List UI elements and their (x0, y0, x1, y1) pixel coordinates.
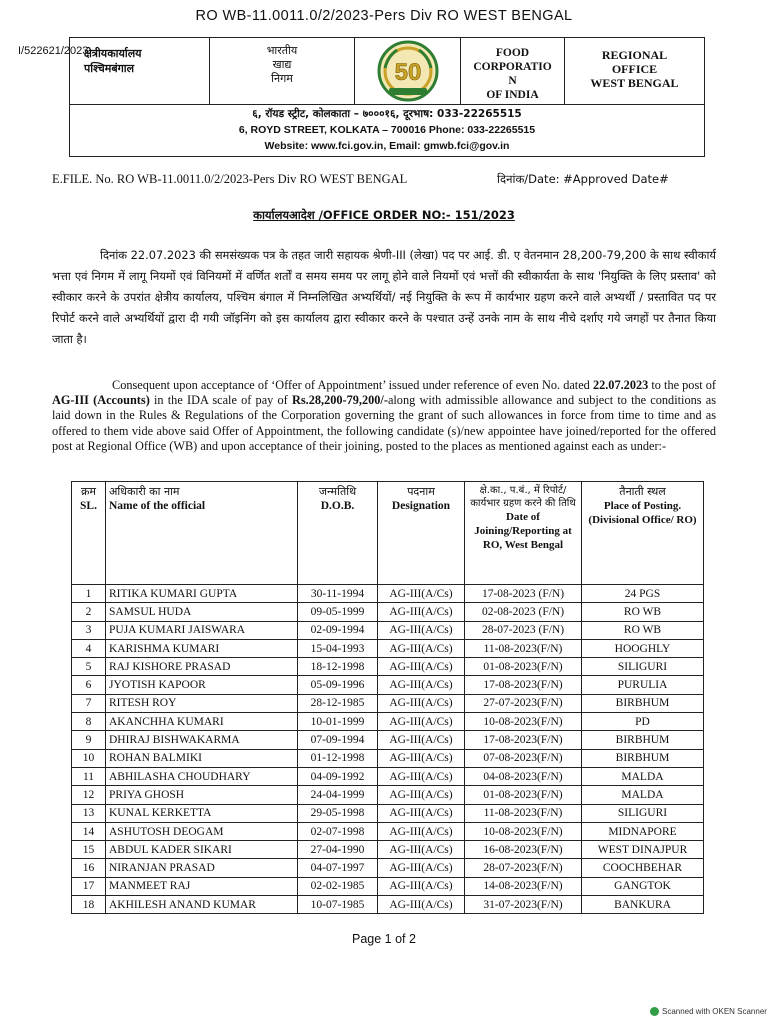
english-name-line1: FOOD (495, 47, 530, 59)
cell-dob: 09-05-1999 (298, 603, 378, 621)
table-row (72, 877, 704, 895)
cell-posting: WEST DINAJPUR (582, 841, 704, 859)
side-reference: I/522621/2023 (18, 45, 89, 57)
header-dob-english: D.O.B. (320, 500, 355, 512)
logo-number: 50 (394, 59, 422, 86)
header-posting-hindi: तैनाती स्थल (619, 485, 666, 498)
header-name-hindi: अधिकारी का नाम (109, 485, 180, 498)
cell-dob: 10-01-1999 (298, 713, 378, 731)
cell-joining-date: 01-08-2023(F/N) (465, 786, 582, 804)
table-header-row (72, 482, 704, 585)
header-sl-hindi: क्रम (80, 485, 97, 498)
english-paragraph (52, 378, 716, 454)
cell-posting: SILIGURI (582, 658, 704, 676)
header-dob (298, 482, 378, 585)
english-name-line3: N (508, 75, 517, 87)
cell-posting: 24 PGS (582, 585, 704, 603)
cell-posting: SILIGURI (582, 804, 704, 822)
table-row (72, 713, 704, 731)
cell-joining-date: 07-08-2023(F/N) (465, 749, 582, 767)
cell-designation: AG-III(A/Cs) (378, 877, 465, 895)
appointee-table (71, 481, 704, 914)
cell-posting: BIRBHUM (582, 694, 704, 712)
cell-joining-date: 14-08-2023(F/N) (465, 877, 582, 895)
cell-name: ROHAN BALMIKI (106, 749, 298, 767)
cell-posting: RO WB (582, 603, 704, 621)
hindi-corporation-name (210, 38, 355, 104)
hindi-office-line1: क्षेत्रीयकार्यालय (84, 47, 142, 60)
cell-designation: AG-III(A/Cs) (378, 841, 465, 859)
cell-sl: 3 (72, 621, 106, 639)
scanner-watermark (650, 1007, 767, 1016)
cell-joining-date: 04-08-2023(F/N) (465, 767, 582, 785)
fci-50-years-logo-icon (355, 38, 461, 104)
cell-sl: 6 (72, 676, 106, 694)
cell-name: MANMEET RAJ (106, 877, 298, 895)
cell-joining-date: 01-08-2023(F/N) (465, 658, 582, 676)
cell-dob: 30-11-1994 (298, 585, 378, 603)
cell-dob: 04-09-1992 (298, 767, 378, 785)
para-text-2: to the post of (648, 378, 716, 392)
cell-designation: AG-III(A/Cs) (378, 804, 465, 822)
english-name-line4: OF INDIA (486, 89, 539, 101)
cell-name: ABHILASHA CHOUDHARY (106, 767, 298, 785)
table-row (72, 676, 704, 694)
english-office-line3: WEST BENGAL (590, 76, 679, 90)
header-designation-hindi: पदनाम (407, 485, 435, 498)
date-line: दिनांक/Date: #Approved Date# (497, 172, 669, 186)
scanner-text: Scanned with OKEN Scanner (662, 1007, 767, 1016)
letterhead-top-row (70, 38, 704, 105)
cell-dob: 02-09-1994 (298, 621, 378, 639)
english-corporation-name (461, 38, 565, 104)
fci-logo (355, 38, 461, 104)
cell-dob: 07-09-1994 (298, 731, 378, 749)
page-number: Page 1 of 2 (352, 932, 416, 946)
cell-joining-date: 28-07-2023 (F/N) (465, 621, 582, 639)
cell-designation: AG-III(A/Cs) (378, 585, 465, 603)
header-posting (582, 482, 704, 585)
cell-name: AKANCHHA KUMARI (106, 713, 298, 731)
cell-sl: 15 (72, 841, 106, 859)
table-row (72, 603, 704, 621)
cell-dob: 15-04-1993 (298, 639, 378, 657)
cell-posting: BIRBHUM (582, 731, 704, 749)
table-row (72, 731, 704, 749)
cell-sl: 17 (72, 877, 106, 895)
table-row (72, 749, 704, 767)
cell-joining-date: 17-08-2023(F/N) (465, 676, 582, 694)
cell-name: JYOTISH KAPOOR (106, 676, 298, 694)
para-scale: Rs.28,200-79,200/- (291, 393, 388, 408)
cell-posting: MALDA (582, 786, 704, 804)
header-designation (378, 482, 465, 585)
cell-name: ABDUL KADER SIKARI (106, 841, 298, 859)
file-number: E.FILE. No. RO WB-11.0011.0/2/2023-Pers Div RO WEST BENGAL (52, 172, 408, 186)
table-row (72, 896, 704, 914)
cell-name: ASHUTOSH DEOGAM (106, 822, 298, 840)
table-row (72, 694, 704, 712)
cell-designation: AG-III(A/Cs) (378, 639, 465, 657)
cell-sl: 13 (72, 804, 106, 822)
order-title: कार्यालयआदेश /OFFICE ORDER NO:- 151/2023 (253, 208, 515, 222)
cell-joining-date: 02-08-2023 (F/N) (465, 603, 582, 621)
cell-dob: 02-02-1985 (298, 877, 378, 895)
cell-sl: 2 (72, 603, 106, 621)
cell-posting: GANGTOK (582, 877, 704, 895)
hindi-name-line3: निगम (271, 72, 293, 85)
table-body (72, 585, 704, 914)
address-hindi: ६, रॉयड स्ट्रीट, कोलकाता – ७०००१६, दूरभाष: 033-22265515 (252, 108, 522, 120)
header-posting-english: Place of Posting. (Divisional Office/ RO) (588, 500, 697, 526)
table-row (72, 639, 704, 657)
cell-name: NIRANJAN PRASAD (106, 859, 298, 877)
website-email: Website: www.fci.gov.in, Email: gmwb.fci@gov.in (264, 140, 510, 152)
header-joining-date (465, 482, 582, 585)
cell-name: PUJA KUMARI JAISWARA (106, 621, 298, 639)
cell-name: RITIKA KUMARI GUPTA (106, 585, 298, 603)
cell-designation: AG-III(A/Cs) (378, 767, 465, 785)
cell-name: PRIYA GHOSH (106, 786, 298, 804)
cell-designation: AG-III(A/Cs) (378, 859, 465, 877)
hindi-name-line1: भारतीय (266, 44, 298, 57)
cell-joining-date: 27-07-2023(F/N) (465, 694, 582, 712)
cell-posting: MALDA (582, 767, 704, 785)
cell-designation: AG-III(A/Cs) (378, 621, 465, 639)
cell-sl: 4 (72, 639, 106, 657)
table-row (72, 859, 704, 877)
cell-joining-date: 31-07-2023(F/N) (465, 896, 582, 914)
cell-posting: BANKURA (582, 896, 704, 914)
hindi-name-line2: खाद्य (272, 58, 292, 71)
cell-posting: RO WB (582, 621, 704, 639)
cell-sl: 10 (72, 749, 106, 767)
cell-designation: AG-III(A/Cs) (378, 694, 465, 712)
cell-designation: AG-III(A/Cs) (378, 786, 465, 804)
english-name-line2: CORPORATIO (473, 61, 552, 73)
cell-joining-date: 11-08-2023(F/N) (465, 639, 582, 657)
para-text-4: along with admissible allowance and subject to the conditions as laid down in the Rules & Regulations of the Corporation governing the grant of such allowances in force from time to time and as offered to them vide above said Offer of Appointment, the following candidate (s)/new appointee have joined/reported for the offered post at Regional Office (WB) and upon acceptance of their joining, posted to the places as mentioned against each as under:- (52, 393, 716, 453)
header-joining-hindi: क्षे.का., प.बं., में रिपोर्ट/ कार्यभार ग्रहण करने की तिथि (470, 485, 576, 509)
cell-joining-date: 17-08-2023(F/N) (465, 731, 582, 749)
cell-designation: AG-III(A/Cs) (378, 822, 465, 840)
cell-name: KUNAL KERKETTA (106, 804, 298, 822)
cell-dob: 28-12-1985 (298, 694, 378, 712)
header-joining-english: Date of Joining/Reporting at RO, West Bengal (474, 511, 572, 551)
cell-posting: MIDNAPORE (582, 822, 704, 840)
header-dob-hindi: जन्मतिथि (318, 485, 357, 498)
cell-name: RITESH ROY (106, 694, 298, 712)
cell-designation: AG-III(A/Cs) (378, 749, 465, 767)
english-office-name (565, 38, 704, 104)
cell-dob: 18-12-1998 (298, 658, 378, 676)
para-text-3: in the IDA scale of pay of (149, 393, 292, 408)
cell-name: KARISHMA KUMARI (106, 639, 298, 657)
cell-sl: 11 (72, 767, 106, 785)
cell-sl: 18 (72, 896, 106, 914)
para-post: AG-III (Accounts) (52, 393, 150, 408)
letterhead-address (70, 106, 704, 154)
table-row (72, 621, 704, 639)
cell-dob: 05-09-1996 (298, 676, 378, 694)
cell-dob: 10-07-1985 (298, 896, 378, 914)
hindi-paragraph: दिनांक 22.07.2023 की समसंख्यक पत्र के तहत जारी सहायक श्रेणी-III (लेखा) पद पर आई. डी. ए वेतनमान 28,200-79,200 के साथ स्वीकार्य भत्ता एवं निगम में लागू नियमों एवं विनियमों में वर्णित शर्तों व समय समय पर लागू होने वाले नियमों एवं भत्तों की स्वीकार्यता के साथ 'नियुक्ति के लिए प्रस्ताव' को स्वीकार करने के उपरांत क्षेत्रीय कार्यालय, पश्चिम बंगाल में निम्नलिखित अभ्यर्थियों/ नई नियुक्ति के रूप में कार्यभार ग्रहण करने वाले अभ्यर्थी / प्रस्तावित पद पर रिपोर्ट करने वाले अभ्यर्थियों द्वारा दी गयी जॉइनिंग को इस कार्यालय द्वारा स्वीकार करने के पश्चात उन्हें उनके नाम के साथ नीचे दर्शाए गये जगहों पर तैनात किया जाता है। (52, 248, 716, 346)
cell-designation: AG-III(A/Cs) (378, 896, 465, 914)
cell-dob: 01-12-1998 (298, 749, 378, 767)
address-english: 6, ROYD STREET, KOLKATA – 700016 Phone: 033-22265515 (238, 124, 536, 136)
cell-designation: AG-III(A/Cs) (378, 658, 465, 676)
cell-name: SAMSUL HUDA (106, 603, 298, 621)
scanner-logo-icon (650, 1007, 659, 1016)
cell-sl: 12 (72, 786, 106, 804)
cell-joining-date: 10-08-2023(F/N) (465, 822, 582, 840)
cell-posting: COOCHBEHAR (582, 859, 704, 877)
cell-name: RAJ KISHORE PRASAD (106, 658, 298, 676)
header-designation-english: Designation (391, 500, 451, 512)
cell-sl: 7 (72, 694, 106, 712)
cell-dob: 27-04-1990 (298, 841, 378, 859)
header-sl (72, 482, 106, 585)
cell-sl: 9 (72, 731, 106, 749)
top-reference: RO WB-11.0011.0/2/2023-Pers Div RO WEST BENGAL (195, 8, 573, 24)
cell-name: DHIRAJ BISHWAKARMA (106, 731, 298, 749)
cell-joining-date: 28-07-2023(F/N) (465, 859, 582, 877)
cell-joining-date: 16-08-2023(F/N) (465, 841, 582, 859)
cell-posting: PURULIA (582, 676, 704, 694)
table-row (72, 841, 704, 859)
english-office-line2: OFFICE (611, 62, 658, 76)
cell-posting: BIRBHUM (582, 749, 704, 767)
table-row (72, 822, 704, 840)
cell-dob: 29-05-1998 (298, 804, 378, 822)
cell-designation: AG-III(A/Cs) (378, 731, 465, 749)
cell-sl: 1 (72, 585, 106, 603)
cell-name: AKHILESH ANAND KUMAR (106, 896, 298, 914)
hindi-office-name (70, 38, 210, 104)
cell-sl: 14 (72, 822, 106, 840)
cell-posting: PD (582, 713, 704, 731)
table-row (72, 658, 704, 676)
cell-dob: 04-07-1997 (298, 859, 378, 877)
cell-designation: AG-III(A/Cs) (378, 676, 465, 694)
cell-joining-date: 10-08-2023(F/N) (465, 713, 582, 731)
cell-joining-date: 11-08-2023(F/N) (465, 804, 582, 822)
para-date: 22.07.2023 (592, 378, 649, 392)
cell-dob: 24-04-1999 (298, 786, 378, 804)
cell-designation: AG-III(A/Cs) (378, 603, 465, 621)
cell-sl: 5 (72, 658, 106, 676)
para-text-1: Consequent upon acceptance of ‘Offer of Appointment’ issued under reference of even No. dated (112, 378, 593, 392)
hindi-office-line2: पश्चिमबंगाल (84, 62, 135, 75)
cell-joining-date: 17-08-2023 (F/N) (465, 585, 582, 603)
cell-dob: 02-07-1998 (298, 822, 378, 840)
header-name-english: Name of the official (109, 500, 206, 512)
table-row (72, 786, 704, 804)
cell-posting: HOOGHLY (582, 639, 704, 657)
table-row (72, 767, 704, 785)
cell-designation: AG-III(A/Cs) (378, 713, 465, 731)
english-office-line1: REGIONAL (601, 48, 668, 62)
table-row (72, 804, 704, 822)
cell-sl: 8 (72, 713, 106, 731)
header-name (106, 482, 298, 585)
table-row (72, 585, 704, 603)
letterhead (69, 37, 705, 157)
cell-sl: 16 (72, 859, 106, 877)
header-sl-english: SL. (80, 500, 97, 512)
